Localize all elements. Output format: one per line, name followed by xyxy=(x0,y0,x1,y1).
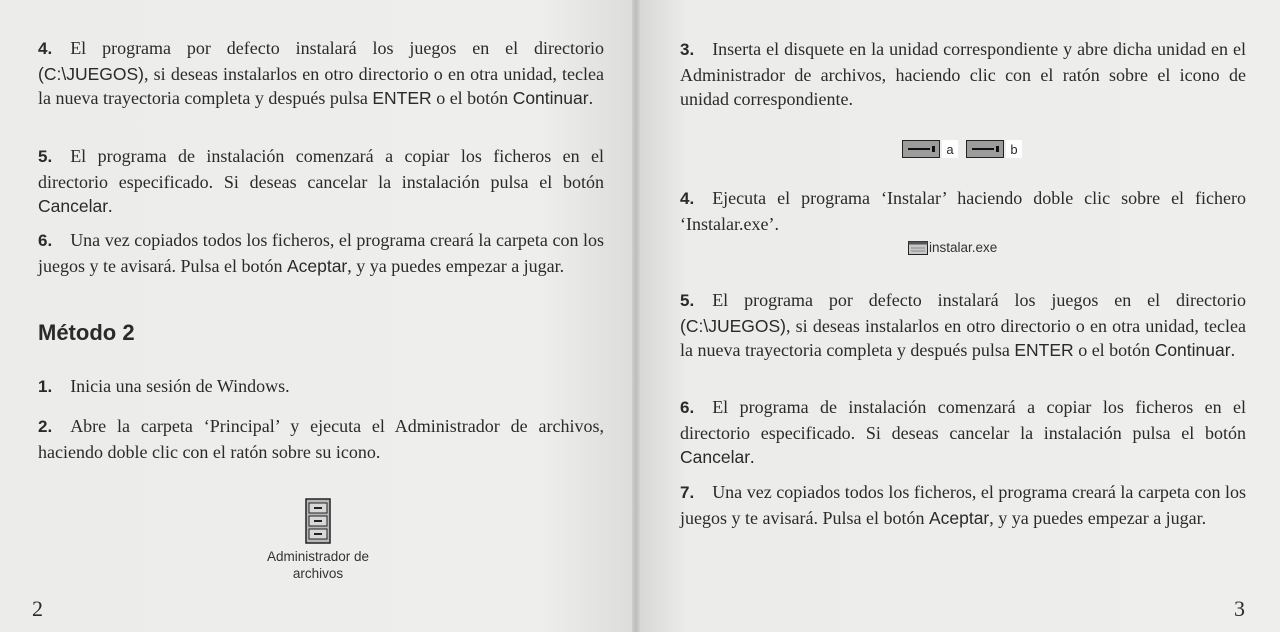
ui-term: ENTER xyxy=(1014,340,1074,360)
ui-term: (C:\JUEGOS) xyxy=(680,315,786,336)
step-5-left: 5. El programa de instalación comenzará a copiar los ficheros en el directorio especificado. Si deseas cancelar la instalación pulsa el botón Cancelar. xyxy=(38,146,604,216)
ui-term: Continuar xyxy=(512,88,589,108)
floppy-drive-icon xyxy=(966,140,1004,158)
drive-a-letter: a xyxy=(942,140,958,158)
ui-term: Cancelar xyxy=(38,196,109,216)
step-7-right: 7. Una vez copiados todos los ficheros, el programa creará la carpeta con los juegos y te avisará. Pulsa el botón Aceptar, y ya puedes empezar a jugar. xyxy=(680,482,1246,528)
step-5-right: 5. El programa por defecto instalará los juegos en el directorio (C:\JUEGOS), si deseas instalarlos en otro directorio o en otra unidad, teclea la nueva trayectoria completa y después pulsa ENTER o el botón Continuar. xyxy=(680,290,1246,360)
step-number: 6. xyxy=(680,398,695,417)
exe-file-label: instalar.exe xyxy=(929,240,998,255)
ui-term: Aceptar xyxy=(928,507,990,528)
file-manager-label-2: archivos xyxy=(292,566,344,581)
program-file-icon xyxy=(908,241,928,255)
book-gutter xyxy=(632,0,640,632)
step-4-right: 4. Ejecuta el programa ‘Instalar’ haciendo doble clic sobre el fichero ‘Instalar.exe’. xyxy=(680,188,1246,234)
step-number: 6. xyxy=(38,231,53,250)
step-6-right: 6. El programa de instalación comenzará a copiar los ficheros en el directorio especificado. Si deseas cancelar la instalación pulsa el botón Cancelar. xyxy=(680,397,1246,467)
ui-term: Cancelar xyxy=(680,447,751,467)
drive-icons xyxy=(902,140,1026,163)
ui-term: ENTER xyxy=(372,88,432,108)
step-number: 5. xyxy=(38,147,53,166)
exe-file-icon-block xyxy=(908,240,997,255)
file-cabinet-icon xyxy=(305,498,331,544)
ui-term: Aceptar xyxy=(286,255,348,276)
step-3-right: 3. Inserta el disquete en la unidad correspondiente y abre dicha unidad en el Administrador de archivos, haciendo clic con el ratón sobre el icono de unidad correspondiente. xyxy=(680,39,1246,109)
step-6-left: 6. Una vez copiados todos los ficheros, el programa creará la carpeta con los juegos y te avisará. Pulsa el botón Aceptar, y ya puedes empezar a jugar. xyxy=(38,230,604,276)
drive-a xyxy=(902,140,962,158)
step-number: 1. xyxy=(38,377,53,396)
drive-b-letter: b xyxy=(1006,140,1022,158)
file-manager-icon-block xyxy=(250,498,386,582)
ui-term: Continuar xyxy=(1154,340,1231,360)
step-number: 7. xyxy=(680,483,695,502)
step-number: 3. xyxy=(680,40,695,59)
file-manager-label-1: Administrador de xyxy=(266,549,370,564)
method-2-heading: Método 2 xyxy=(38,320,135,345)
ui-term: (C:\JUEGOS) xyxy=(38,63,144,84)
step-1-method2: 1. Inicia una sesión de Windows. xyxy=(38,376,290,396)
step-number: 5. xyxy=(680,291,695,310)
step-2-method2: 2. Abre la carpeta ‘Principal’ y ejecuta el Administrador de archivos, haciendo doble clic con el ratón sobre su icono. xyxy=(38,416,604,462)
page-number-right: 3 xyxy=(1234,596,1245,621)
step-number: 4. xyxy=(38,39,53,58)
step-number: 4. xyxy=(680,189,695,208)
floppy-drive-icon xyxy=(902,140,940,158)
step-number: 2. xyxy=(38,417,53,436)
drive-b xyxy=(966,140,1026,158)
step-4-left: 4. El programa por defecto instalará los juegos en el directorio (C:\JUEGOS), si deseas instalarlos en otro directorio o en otra unidad, teclea la nueva trayectoria completa y después pulsa ENTER o el botón Continuar. xyxy=(38,38,604,108)
page-number-left: 2 xyxy=(32,596,43,621)
